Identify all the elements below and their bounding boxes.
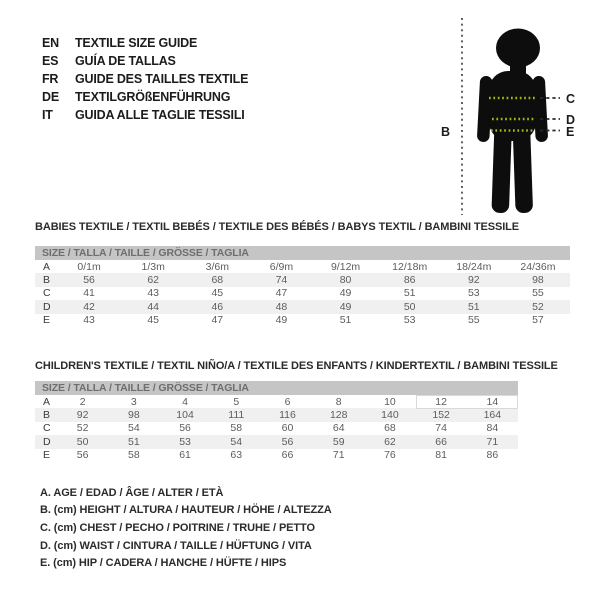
language-title: GUIDA ALLE TAGLIE TESSILI xyxy=(75,108,245,122)
table-cell: 45 xyxy=(211,287,224,300)
row-label: D xyxy=(43,300,51,313)
table-cell: 56 xyxy=(281,435,294,448)
table-cell: 98 xyxy=(127,409,140,422)
language-code: DE xyxy=(42,90,59,104)
table-cell: 66 xyxy=(435,435,447,448)
table-cell: 48 xyxy=(275,300,288,313)
table-cell: 59 xyxy=(332,435,345,448)
table-cell: 55 xyxy=(532,287,544,300)
language-row xyxy=(42,70,248,88)
table-cell: 74 xyxy=(435,422,447,435)
row-label: E xyxy=(43,449,51,462)
language-code: ES xyxy=(42,54,59,68)
table-row-A xyxy=(35,260,570,273)
table-cell: 74 xyxy=(275,274,288,287)
table-cell: 63 xyxy=(230,449,243,462)
legend-line-waist: D. (cm) WAIST / CINTURA / TAILLE / HÜFTUNG / VITA xyxy=(40,539,312,552)
row-label: A xyxy=(43,395,51,408)
table-cell: 52 xyxy=(76,422,89,435)
table-cell: 51 xyxy=(339,314,352,327)
table-cell: 12/18m xyxy=(392,260,428,273)
table-cell: 3 xyxy=(130,395,137,408)
table-cell: 1/3m xyxy=(141,260,165,273)
row-label: C xyxy=(43,422,51,435)
table-cell: 53 xyxy=(179,435,191,448)
table-row-B xyxy=(35,273,570,286)
legend-line-hip: E. (cm) HIP / CADERA / HANCHE / HÜFTE / HIPS xyxy=(40,557,287,570)
table-cell: 51 xyxy=(127,435,140,448)
row-label: A xyxy=(43,260,51,273)
table-cell: 86 xyxy=(486,449,499,462)
language-row xyxy=(42,106,248,124)
table-cell: 49 xyxy=(339,287,352,300)
table-cell: 10 xyxy=(384,395,396,408)
table-cell: 92 xyxy=(76,409,89,422)
table-cell: 116 xyxy=(279,409,296,422)
table-row-D xyxy=(35,435,518,448)
table-cell: 50 xyxy=(76,435,89,448)
table-cell: 41 xyxy=(83,287,95,300)
language-title: GUIDE DES TAILLES TEXTILE xyxy=(75,72,249,86)
table-cell: 57 xyxy=(532,314,544,327)
table-cell: 61 xyxy=(179,449,191,462)
table-cell: 9/12m xyxy=(330,260,361,273)
table-cell: 49 xyxy=(275,314,288,327)
waist-label: D xyxy=(566,113,576,127)
table-cell: 56 xyxy=(179,422,191,435)
table-cell: 51 xyxy=(403,287,416,300)
chest-label: C xyxy=(566,92,576,106)
table-row-B xyxy=(35,408,518,421)
table-cell: 6 xyxy=(284,395,291,408)
table-cell: 92 xyxy=(467,274,480,287)
table-cell: 64 xyxy=(332,422,345,435)
table-cell: 53 xyxy=(403,314,416,327)
language-code: IT xyxy=(42,108,53,122)
row-label: D xyxy=(43,435,51,448)
language-code: FR xyxy=(42,72,59,86)
table-cell: 43 xyxy=(83,314,95,327)
language-row xyxy=(42,52,248,70)
table-cell: 80 xyxy=(339,274,352,287)
row-label: C xyxy=(43,287,51,300)
table-cell: 111 xyxy=(228,409,245,422)
babies-size-table xyxy=(35,246,570,327)
language-title: GUÍA DE TALLAS xyxy=(75,54,176,68)
measurement-legend xyxy=(40,484,332,572)
table-cell: 51 xyxy=(467,300,480,313)
table-cell: 60 xyxy=(281,422,294,435)
language-row xyxy=(42,88,248,106)
table-cell: 71 xyxy=(486,435,499,448)
table-row-A xyxy=(35,395,518,408)
table-cell: 128 xyxy=(329,409,348,422)
children-size-header-bar: SIZE / TALLA / TAILLE / GRÖSSE / TAGLIA xyxy=(35,381,518,395)
language-title: TEXTILGRÖßENFÜHRUNG xyxy=(75,90,231,104)
table-cell: 42 xyxy=(83,300,95,313)
table-row-C xyxy=(35,287,570,300)
table-cell: 58 xyxy=(230,422,243,435)
table-cell: 47 xyxy=(211,314,224,327)
table-cell: 24/36m xyxy=(520,260,556,273)
table-cell: 71 xyxy=(332,449,345,462)
table-cell: 14 xyxy=(486,395,499,408)
table-row-D xyxy=(35,300,570,313)
table-cell: 50 xyxy=(403,300,416,313)
table-cell: 49 xyxy=(339,300,352,313)
table-cell: 6/9m xyxy=(269,260,294,273)
babies-table-heading: BABIES TEXTILE / TEXTIL BEBÉS / TEXTILE DES BÉBÉS / BABYS TEXTIL / BAMBINI TESSILE xyxy=(35,221,520,233)
table-cell: 54 xyxy=(230,435,243,448)
table-cell: 62 xyxy=(384,435,396,448)
row-label: E xyxy=(43,314,51,327)
table-cell: 5 xyxy=(233,395,240,408)
row-label: B xyxy=(43,409,51,422)
table-cell: 84 xyxy=(486,422,499,435)
table-cell: 44 xyxy=(147,300,160,313)
table-row-E xyxy=(35,449,518,462)
hip-label: E xyxy=(566,125,575,139)
table-cell: 62 xyxy=(147,274,160,287)
language-title-list xyxy=(42,34,248,124)
table-cell: 8 xyxy=(335,395,342,408)
table-cell: 46 xyxy=(211,300,224,313)
table-cell: 18/24m xyxy=(456,260,492,273)
height-label: B xyxy=(441,125,451,139)
table-cell: 12 xyxy=(435,395,447,408)
language-row xyxy=(42,34,248,52)
legend-line-chest: C. (cm) CHEST / PECHO / POITRINE / TRUHE / PETTO xyxy=(40,521,315,534)
table-cell: 4 xyxy=(182,395,188,408)
table-cell: 54 xyxy=(127,422,140,435)
table-row-E xyxy=(35,314,570,327)
table-cell: 98 xyxy=(532,274,544,287)
table-cell: 66 xyxy=(281,449,294,462)
table-cell: 2 xyxy=(79,395,86,408)
child-measurement-diagram xyxy=(430,10,600,230)
row-label: B xyxy=(43,274,51,287)
babies-size-header-bar: SIZE / TALLA / TAILLE / GRÖSSE / TAGLIA xyxy=(35,246,570,260)
table-cell: 81 xyxy=(435,449,447,462)
child-silhouette xyxy=(477,29,548,214)
table-cell: 45 xyxy=(147,314,160,327)
children-size-table xyxy=(35,381,518,462)
table-cell: 68 xyxy=(211,274,224,287)
table-cell: 43 xyxy=(147,287,160,300)
table-cell: 3/6m xyxy=(205,260,229,273)
table-cell: 47 xyxy=(275,287,288,300)
table-cell: 56 xyxy=(76,449,89,462)
language-title: TEXTILE SIZE GUIDE xyxy=(75,36,198,50)
legend-line-height: B. (cm) HEIGHT / ALTURA / HAUTEUR / HÖHE / ALTEZZA xyxy=(40,504,332,517)
table-cell: 56 xyxy=(83,274,95,287)
table-cell: 76 xyxy=(384,449,396,462)
table-cell: 104 xyxy=(176,409,194,422)
table-cell: 164 xyxy=(483,409,502,422)
table-cell: 152 xyxy=(432,409,450,422)
table-cell: 0/1m xyxy=(77,260,101,273)
table-cell: 68 xyxy=(384,422,396,435)
legend-line-age: A. AGE / EDAD / ÂGE / ALTER / ETÀ xyxy=(40,486,224,499)
babies-table-rows xyxy=(35,260,570,327)
language-code: EN xyxy=(42,36,59,50)
table-row-C xyxy=(35,422,518,435)
table-cell: 86 xyxy=(403,274,416,287)
table-cell: 52 xyxy=(532,300,544,313)
children-table-rows xyxy=(35,395,518,462)
table-cell: 58 xyxy=(127,449,140,462)
table-cell: 140 xyxy=(381,409,399,422)
table-cell: 55 xyxy=(467,314,480,327)
table-cell: 53 xyxy=(467,287,480,300)
children-table-heading: CHILDREN'S TEXTILE / TEXTIL NIÑO/A / TEXTILE DES ENFANTS / KINDERTEXTIL / BAMBINI TESSILE xyxy=(35,360,558,372)
